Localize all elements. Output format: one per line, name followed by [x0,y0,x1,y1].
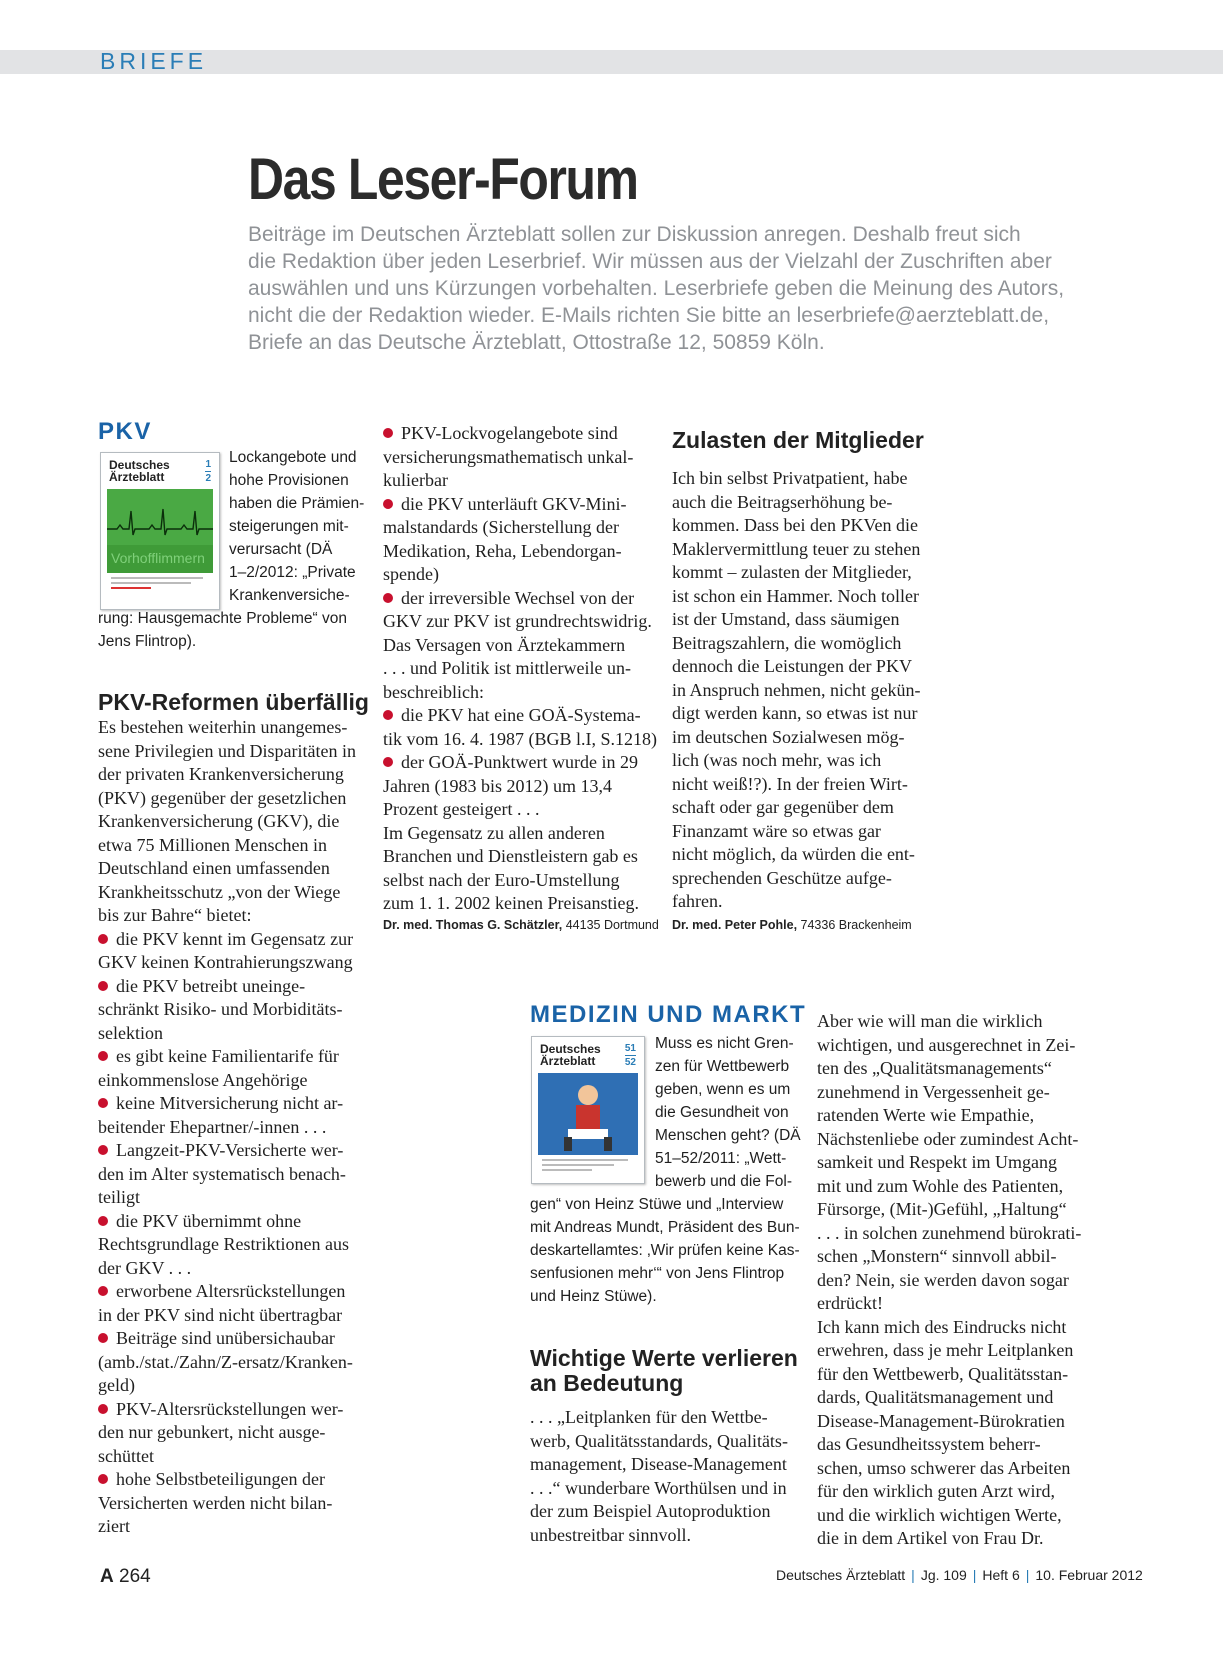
bullet-list-item: PKV-Altersrückstellungen wer- [98,1398,356,1422]
cover-masthead: Deutsches Ärzteblatt [540,1042,601,1068]
bullet-icon [383,757,393,767]
bullet-icon [98,1474,108,1484]
text-line: Krankheitsschutz „von der Wiege [98,881,341,902]
cover-issue-number: 51 52 [624,1043,636,1068]
bullet-icon [383,593,393,603]
text-line: . . . und Politik ist mittlerweile un- [383,658,631,678]
bullet-icon [98,981,108,991]
page-title: Das Leser-Forum [248,147,638,212]
text-line: kulierbar [383,470,448,490]
text-line: beitender Ehepartner/-innen . . . [98,1116,327,1137]
letter-body-column: Ich bin selbst Privatpatient, habe auch die Beitragserhöhung be- kommen. Dass bei den PKVen die Maklervermittlung teuer zu stehen kommt – zulasten der Mitglieder, ist schon ein Hammer. Noch toller ist der Umstand, dass säumigen Beitragszahlern, die womöglich dennoch die Leistungen der PKV in Anspruch nehmen, nicht gekün- digt werden kann, so etwas ist nur im deutschen Sozialwesen mög- lich (was noch mehr, was ich nicht weiß!?). In der freien Wirt- schaft oder gar gegenüber dem Finanzamt wäre so etwas gar nicht möglich, da würden die ent- sprechenden Geschütze aufge- fahren. [672,468,921,911]
bullet-list-item: keine Mitversicherung nicht ar- [98,1092,356,1116]
text-line: Es bestehen weiterhin unangemes- [98,717,348,737]
pkv-reference-side: Lockangebote und hohe Provisionen haben die Prämien- steigerungen mit- verursacht (DÄ 1–2/2012: „Private Krankenversiche- [229,449,365,604]
text-line: ziert [98,1516,130,1536]
intro-line: nicht die der Redaktion wieder. E-Mails richten Sie bitte an leserbriefe@aerzteblatt.de, [248,304,1050,327]
magazine-cover-pkv [100,452,220,610]
text-line: malstandards (Sicherstellung der [383,517,619,537]
text-line: Deutschland einen umfassenden [98,858,330,878]
text-line: etwa 75 Millionen Menschen in [98,834,327,855]
text-line: Versicherten werden nicht bilan- [98,1492,333,1513]
bullet-icon [98,1051,108,1061]
intro-text [248,221,1148,356]
letter-body-column [98,716,356,1539]
text-line: der GKV . . . [98,1257,192,1278]
bullet-icon [98,1286,108,1296]
pkv-reference-full: rung: Hausgemachte Probleme“ von Jens Flintrop). [98,610,347,650]
text-line: bis zur Bahre“ bietet: [98,905,252,925]
text-line: Krankenversicherung (GKV), die [98,811,340,831]
bullet-list-item: es gibt keine Familientarife für [98,1045,356,1069]
letter-headline: Zulasten der Mitglieder [672,427,924,453]
bullet-icon [383,499,393,509]
bullet-list-item: PKV-Lockvogelangebote sind [383,422,657,446]
text-line: selektion [98,1022,163,1043]
text-line: der privaten Krankenversicherung [98,764,344,784]
text-line: GKV zur PKV ist grundrechtswidrig. [383,611,652,631]
text-line: einkommenslose Angehörige [98,1069,308,1090]
bullet-icon [98,1216,108,1226]
text-line: sene Privilegien und Disparitäten in [98,740,356,761]
section-label: BRIEFE [100,48,208,74]
text-line: Prozent gesteigert . . . [383,799,540,819]
intro-line: Beiträge im Deutschen Ärzteblatt sollen zur Diskussion anregen. Deshalb freut sich [248,223,1021,246]
letter-body-column: Aber wie will man die wirklich wichtigen, und ausgerechnet in Zei- ten des „Qualitätsmanagements“ zunehmend in Vergessenheit ge- ratenden Werte wie Empathie, Nächstenliebe oder zumindest Acht- samkeit und Respekt im Umgang mit und zum Wohle des Patienten, Fürsorge, (Mit-)Gefühl, „Haltung“ . . . in solchen zunehmend bürokrati- schen „Monstern“ sinnvoll abbil- den? Nein, sie werden davon sogar erdrückt! Ich kann mich des Eindrucks nicht erwehren, dass je mehr Leitplanken für den Wettbewerb, Qualitätsstan- dards, Qualitätsmanagement und Disease-Management-Bürokratien das Gesundheitssystem beherr- schen, umso schwerer das Arbeiten für den wirklich guten Arzt wird, und die wirklich wichtigen Werte, die in dem Artikel von Frau Dr. [817,1011,1082,1548]
bullet-icon [98,1145,108,1155]
illustration-cover-image [538,1073,638,1177]
bullet-list-item: Beiträge sind unübersichaubar [98,1327,356,1351]
text-line: Im Gegensatz zu allen anderen [383,822,605,843]
bullet-list-item: hohe Selbstbeteiligungen der [98,1468,356,1492]
magazine-cover-markt [531,1036,645,1184]
text-line: den nur gebunkert, nicht ausge- [98,1422,326,1442]
letter-body-column [383,422,657,916]
bullet-icon [98,1404,108,1414]
bullet-list-item: Langzeit-PKV-Versicherte wer- [98,1139,356,1163]
bullet-icon [98,1098,108,1108]
footer-publication-info: Deutsches Ärzteblatt | Jg. 109 | Heft 6 | 10. Februar 2012 [776,1567,1143,1583]
text-line: GKV keinen Kontrahierungszwang [98,952,353,972]
bullet-icon [383,428,393,438]
text-line: selbst nach der Euro-Umstellung [383,869,620,890]
bullet-list-item: der GOÄ-Punktwert wurde in 29 [383,751,657,775]
text-line: schränkt Risiko- und Morbiditäts- [98,999,343,1019]
letter-signature: Dr. med. Thomas G. Schätzler, 44135 Dortmund [383,918,659,932]
letter-signature: Dr. med. Peter Pohle, 74336 Brackenheim [672,918,912,932]
text-line: Das Versagen von Ärztekammern [383,634,626,655]
text-line: zum 1. 1. 2002 keinen Preisanstieg. [383,893,639,913]
bullet-list-item: der irreversible Wechsel von der [383,587,657,611]
letter-headline: PKV-Reformen überfällig [98,689,369,715]
bullet-icon [98,934,108,944]
intro-line: auswählen und uns Kürzungen vorbehalten. Leserbriefe geben die Meinung des Autors, [248,277,1065,300]
markt-reference-full: gen“ von Heinz Stüwe und „Interview mit Andreas Mundt, Präsident des Bun- deskartellamtes: ‚Wir prüfen keine Kas- senfusionen mehr‘“ von Jens Flintrop und Heinz Stüwe). [530,1196,800,1305]
text-line: teiligt [98,1187,140,1207]
text-line: Medikation, Reha, Lebendorgan- [383,540,622,561]
text-line: schüttet [98,1445,154,1466]
text-line: den im Alter systematisch benach- [98,1163,346,1184]
text-line: (PKV) gegenüber der gesetzlichen [98,787,347,808]
bullet-list-item: die PKV betreibt uneinge- [98,975,356,999]
section-title-pkv: PKV [98,418,152,445]
bullet-icon [98,1333,108,1343]
text-line: Rechtsgrundlage Restriktionen aus [98,1234,349,1254]
section-title-markt: MEDIZIN UND MARKT [530,1001,807,1028]
bullet-list-item: die PKV übernimmt ohne [98,1210,356,1234]
text-line: in der PKV sind nicht übertragbar [98,1304,343,1325]
text-line: spende) [383,564,439,584]
text-line: tik vom 16. 4. 1987 (BGB l.I, S.1218) [383,728,658,749]
text-line: Jahren (1983 bis 2012) um 13,4 [383,775,612,796]
letter-headline: Wichtige Werte verlieren an Bedeutung [530,1345,798,1396]
text-line: (amb./stat./Zahn/Z-ersatz/Kranken- [98,1351,353,1372]
ecg-cover-image [107,489,213,593]
letter-body-column: . . . „Leitplanken für den Wettbe- werb, Qualitätsstandards, Qualitäts- management, Disease-Management . . .“ wunderbare Worthülsen und in der zum Beispiel Autoproduktion unbestreitbar sinnvoll. [530,1407,788,1545]
intro-line: die Redaktion über jeden Leserbrief. Wir müssen aus der Vielzahl der Zuschriften aber [248,250,1052,273]
intro-line: Briefe an das Deutsche Ärzteblatt, Ottostraße 12, 50859 Köln. [248,331,825,354]
text-line: Branchen und Dienstleistern gab es [383,846,638,866]
bullet-list-item: die PKV kennt im Gegensatz zur [98,928,356,952]
text-line: geld) [98,1375,135,1395]
svg-text:Vorhofflimmern: Vorhofflimmern [111,550,205,566]
page-number: A 264 [100,1566,151,1587]
bullet-list-item: erworbene Altersrückstellungen [98,1280,356,1304]
cover-masthead: Deutsches Ärzteblatt [109,458,170,484]
cover-issue-number: 1 2 [205,459,211,484]
bullet-icon [383,710,393,720]
bullet-list-item: die PKV unterläuft GKV-Mini- [383,493,657,517]
text-line: beschreiblich: [383,681,484,702]
bullet-list-item: die PKV hat eine GOÄ-Systema- [383,704,657,728]
markt-reference-side: Muss es nicht Gren- zen für Wettbewerb geben, wenn es um die Gesundheit von Menschen geht? (DÄ 51–52/2011: „Wett- bewerb und die Fol- [655,1035,801,1190]
text-line: versicherungsmathematisch unkal- [383,446,634,467]
